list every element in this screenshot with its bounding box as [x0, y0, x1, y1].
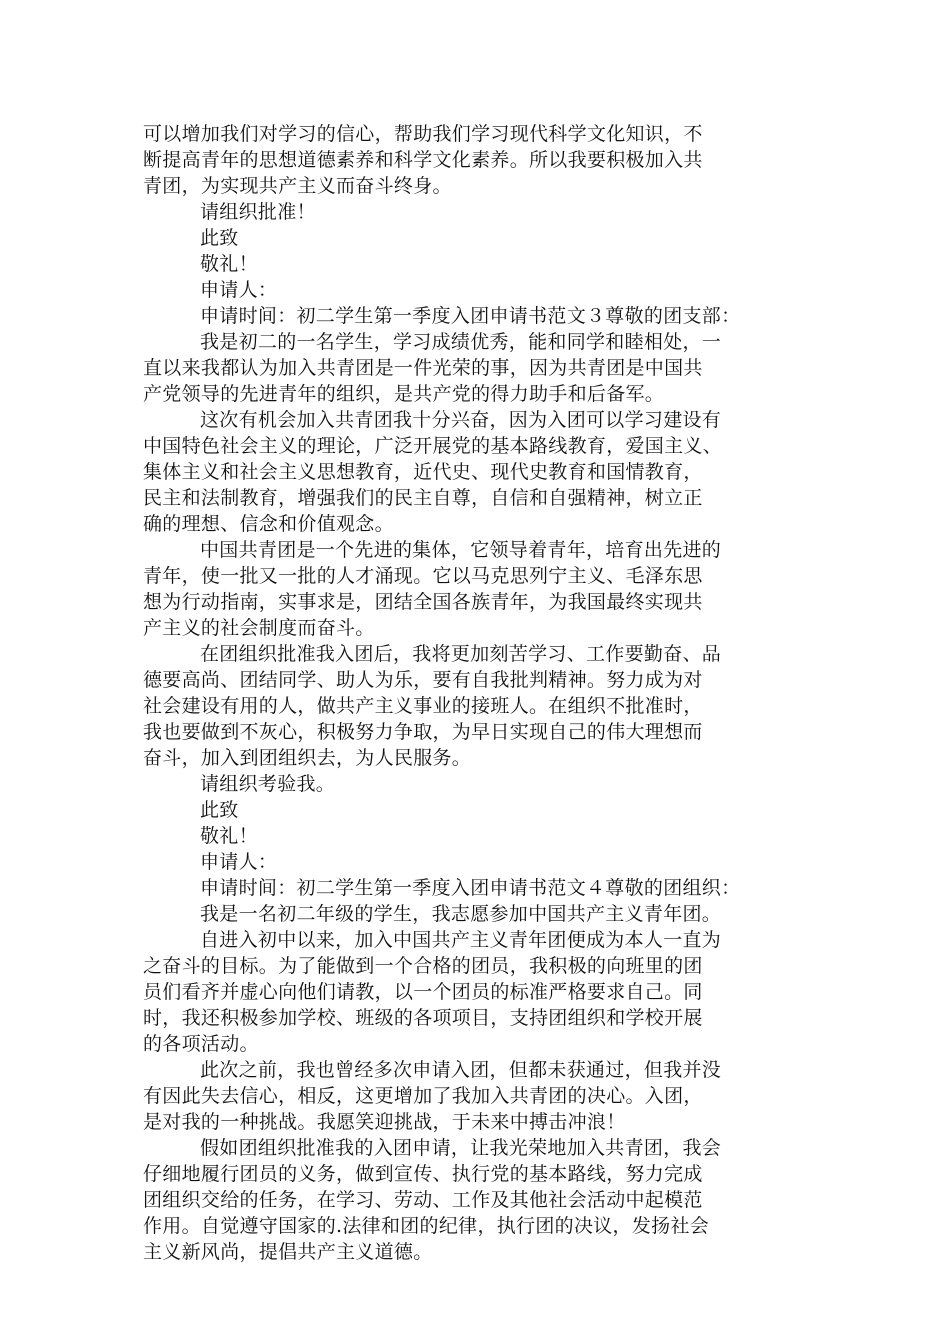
text-line: 请组织考验我。	[200, 773, 336, 795]
text-line: 是对我的一种挑战。我愿笑迎挑战，于未来中搏击冲浪！	[143, 1111, 626, 1133]
document-body	[143, 121, 823, 1265]
text-line: 中国共青团是一个先进的集体，它领导着青年，培育出先进的	[200, 539, 722, 561]
text-line: 敬礼！	[200, 825, 258, 847]
text-line: 申请人：	[200, 279, 278, 301]
text-line: 可以增加我们对学习的信心，帮助我们学习现代科学文化知识，不	[143, 123, 703, 145]
text-line: 之奋斗的目标。为了能做到一个合格的团员，我积极的向班里的团	[143, 955, 703, 977]
text-line: 作用。自觉遵守国家的.法律和团的纪律，执行团的决议，发扬社会	[143, 1215, 710, 1237]
text-line: 申请人：	[200, 851, 278, 873]
text-line: 团组织交给的任务，在学习、劳动、工作及其他社会活动中起模范	[143, 1189, 703, 1211]
text-line: 民主和法制教育，增强我们的民主自尊，自信和自强精神，树立正	[143, 487, 703, 509]
text-line: 有因此失去信心，相反，这更增加了我加入共青团的决心。入团，	[143, 1085, 703, 1107]
text-line: 此次之前，我也曾经多次申请入团，但都未获通过，但我并没	[200, 1059, 722, 1081]
text-line: 青团，为实现共产主义而奋斗终身。	[143, 175, 452, 197]
text-line: 我是一名初二年级的学生，我志愿参加中国共产主义青年团。	[200, 903, 722, 925]
text-line: 想为行动指南，实事求是，团结全国各族青年，为我国最终实现共	[143, 591, 703, 613]
text-line: 此致	[200, 227, 239, 249]
text-line: 申请时间：初二学生第一季度入团申请书范文４尊敬的团组织：	[200, 877, 741, 899]
text-line: 产主义的社会制度而奋斗。	[143, 617, 375, 639]
text-line: 集体主义和社会主义思想教育，近代史、现代史教育和国情教育，	[143, 461, 703, 483]
text-line: 社会建设有用的人，做共产主义事业的接班人。在组织不批准时，	[143, 695, 703, 717]
text-line: 在团组织批准我入团后，我将更加刻苦学习、工作要勤奋、品	[200, 643, 722, 665]
text-line: 的各项活动。	[143, 1033, 259, 1055]
text-line: 中国特色社会主义的理论，广泛开展党的基本路线教育，爱国主义、	[143, 435, 723, 457]
text-line: 产党领导的先进青年的组织，是共产党的得力助手和后备军。	[143, 383, 665, 405]
text-line: 敬礼！	[200, 253, 258, 275]
text-line: 确的理想、信念和价值观念。	[143, 513, 394, 535]
text-line: 我是初二的一名学生，学习成绩优秀，能和同学和睦相处，一	[200, 331, 722, 353]
text-line: 申请时间：初二学生第一季度入团申请书范文３尊敬的团支部：	[200, 305, 741, 327]
text-line: 仔细地履行团员的义务，做到宣传、执行党的基本路线，努力完成	[143, 1163, 703, 1185]
text-line: 主义新风尚，提倡共产主义道德。	[143, 1241, 433, 1263]
text-line: 此致	[200, 799, 239, 821]
text-line: 时，我还积极参加学校、班级的各项项目，支持团组织和学校开展	[143, 1007, 703, 1029]
text-line: 奋斗，加入到团组织去，为人民服务。	[143, 747, 472, 769]
text-line: 断提高青年的思想道德素养和科学文化素养。所以我要积极加入共	[143, 149, 703, 171]
text-line: 员们看齐并虚心向他们请教，以一个团员的标准严格要求自己。同	[143, 981, 703, 1003]
text-line: 假如团组织批准我的入团申请，让我光荣地加入共青团，我会	[200, 1137, 722, 1159]
text-line: 请组织批准！	[200, 201, 316, 223]
text-line: 直以来我都认为加入共青团是一件光荣的事，因为共青团是中国共	[143, 357, 703, 379]
text-line: 这次有机会加入共青团我十分兴奋，因为入团可以学习建设有	[200, 409, 722, 431]
text-line: 我也要做到不灰心，积极努力争取，为早日实现自己的伟大理想而	[143, 721, 703, 743]
text-line: 青年，使一批又一批的人才涌现。它以马克思列宁主义、毛泽东思	[143, 565, 703, 587]
text-line: 德要高尚、团结同学、助人为乐，要有自我批判精神。努力成为对	[143, 669, 703, 691]
text-line: 自进入初中以来，加入中国共产主义青年团便成为本人一直为	[200, 929, 722, 951]
